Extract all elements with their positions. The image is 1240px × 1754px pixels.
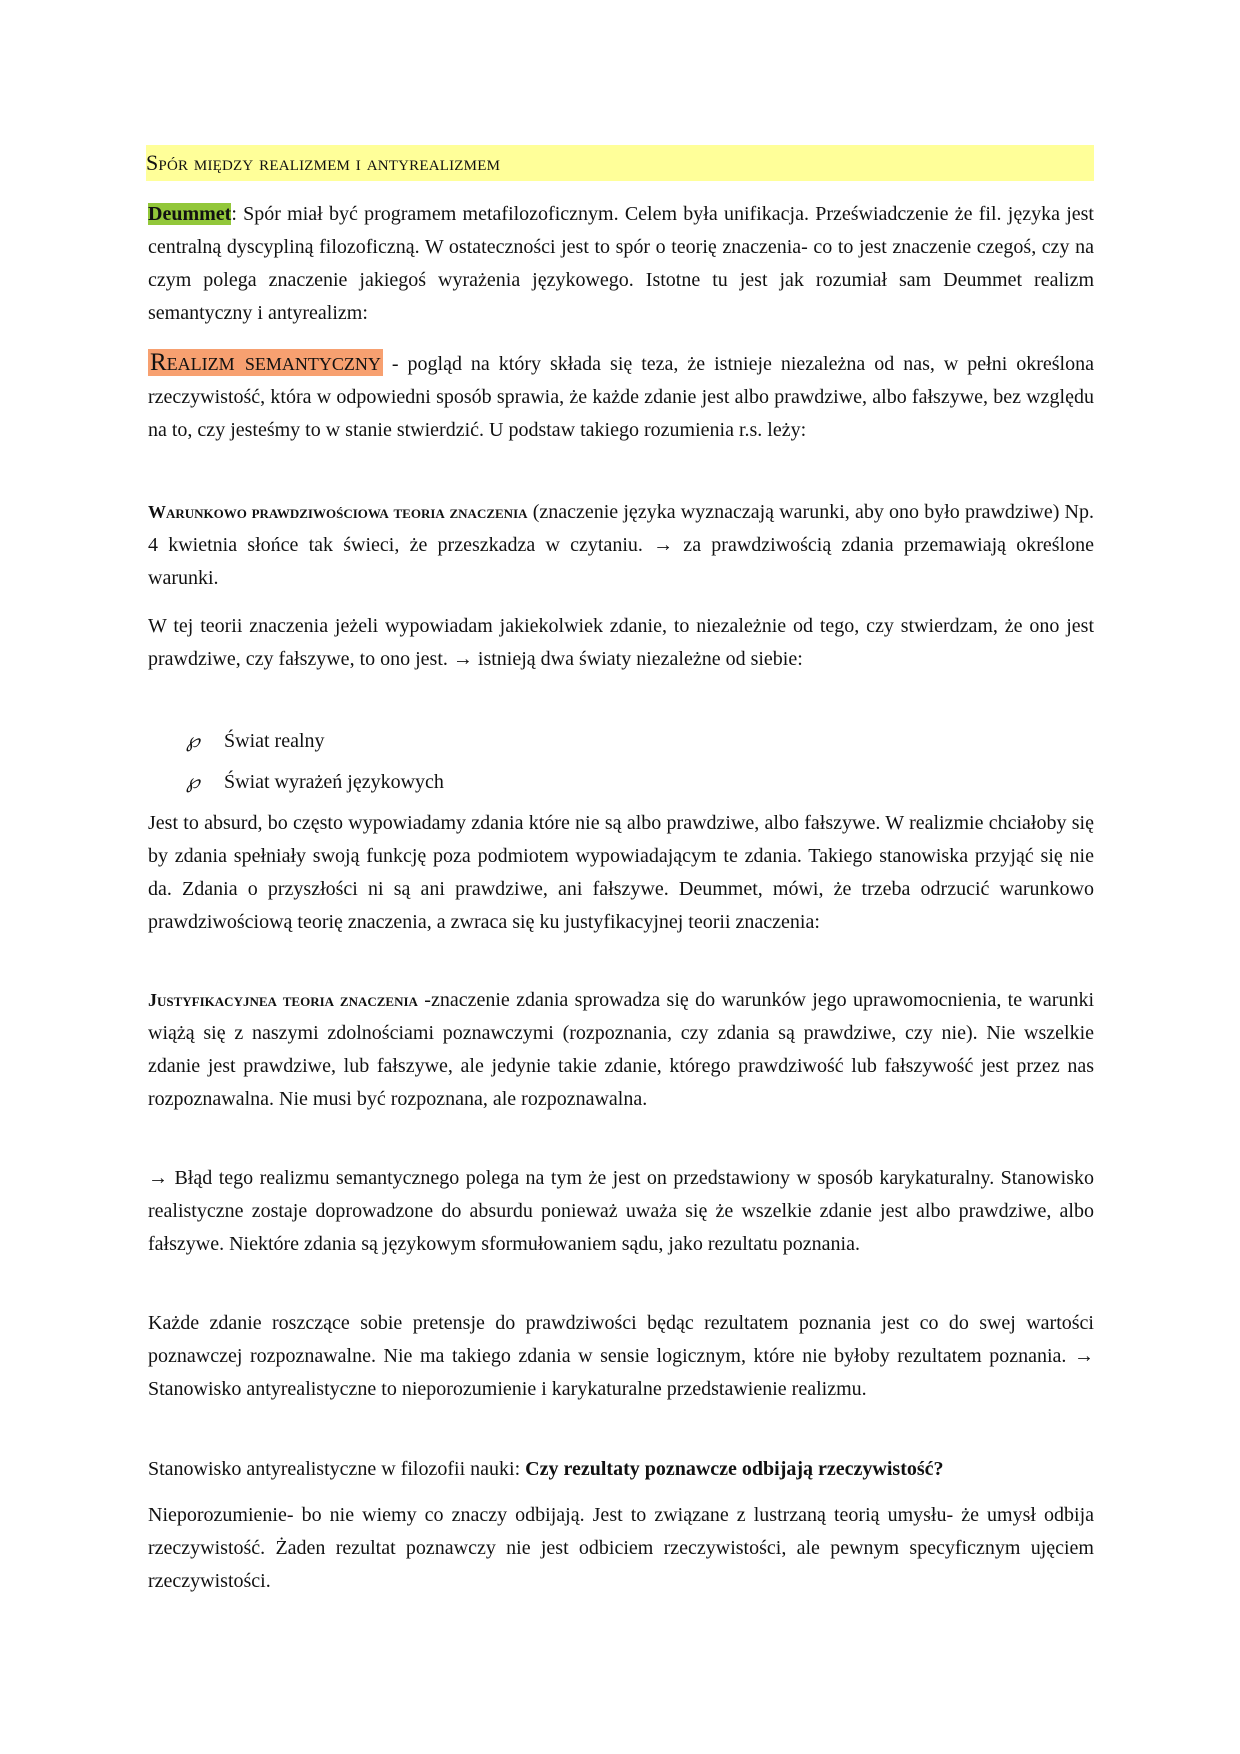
arrow-right-icon: → xyxy=(1074,1345,1094,1367)
paragraph-kazde-zdanie xyxy=(148,1307,1094,1406)
paragraph-text: za prawdziwością zdania przemawiają określone warunki. xyxy=(148,534,1094,589)
paragraph-justyfikacyjna xyxy=(148,984,1094,1116)
arrow-right-icon: → xyxy=(653,534,674,556)
paragraph-text: Błąd tego realizmu semantycznego polega na tym że jest on przedstawiony w sposób karykaturalny. Stanowisko realistyczne zostaje doprowadzone do absurdu ponieważ uważa się że wszelkie zdanie jest albo prawdziwe, albo fałszywe. Niektóre zdania są językowym sformułowaniem sądu, jako rezultatu poznania. xyxy=(148,1167,1094,1255)
bullet-icon: ℘ xyxy=(186,730,200,752)
paragraph-nieporozumienie: Nieporozumienie- bo nie wiemy co znaczy odbijają. Jest to związane z lustrzaną teorią umysłu- że umysł odbija rzeczywistość. Żaden rezultat poznawczy nie jest odbiciem rzeczywistości, ale pewnym specyficznym ujęciem rzeczywistości. xyxy=(148,1504,1094,1592)
term-warunkowo: Warunkowo prawdziwościowa teoria znaczenia xyxy=(148,502,528,522)
list-item xyxy=(186,766,444,799)
paragraph-text: -znaczenie zdania sprowadza się do warunków jego uprawomocnienia, te warunki wiążą się z naszymi zdolnościami poznawczymi (rozpoznania, czy zdania są prawdziwe, czy nie). Nie wszelkie zdanie jest prawdziwe, lub fałszywe, ale jedynie takie zdanie, którego prawdziwość lub fałszywość jest przez nas rozpoznawalna. Nie musi być rozpoznana, ale rozpoznawalna. xyxy=(148,989,1094,1110)
paragraph-w-tej-teorii xyxy=(148,610,1094,676)
term-justyfikacyjna: Justyfikacyjnea teoria znaczenia xyxy=(148,990,418,1010)
paragraph-text: : Spór miał być programem metafilozoficznym. Celem była unifikacja. Przeświadczenie że fil. języka jest centralną dyscypliną filozoficzną. W ostateczności jest to spór o teorię znaczenia- co to jest znaczenie czegoś, czy na czym polega znaczenie jakiegoś wyrażenia językowego. Istotne tu jest jak rozumiał sam Deummet realizm semantyczny i antyrealizm: xyxy=(148,203,1094,324)
paragraph-realizm-semantyczny xyxy=(148,346,1094,447)
paragraph-deummet xyxy=(148,198,1094,330)
list-item xyxy=(186,725,325,758)
document-heading: Spór między realizmem i antyrealizmem xyxy=(146,145,1094,181)
bullet-icon: ℘ xyxy=(186,771,200,793)
arrow-right-icon: → xyxy=(452,648,473,670)
list-item-text: Świat realny xyxy=(224,730,325,752)
paragraph-text: Stanowisko antyrealistyczne to nieporozumienie i karykaturalne przedstawienie realizmu. xyxy=(148,1378,867,1400)
paragraph-warunkowo xyxy=(148,496,1094,595)
paragraph-text: - pogląd na który składa się teza, że istnieje niezależna od nas, w pełni określona rzeczywistość, która w odpowiedni sposób sprawia, że każde zdanie jest albo prawdziwe, albo fałszywe, bez względu na to, czy jesteśmy to w stanie stwierdzić. U podstaw takiego rozumienia r.s. leży: xyxy=(148,353,1094,441)
paragraph-filozofia-nauki xyxy=(148,1453,1094,1486)
paragraph-text: Każde zdanie roszczące sobie pretensje do prawdziwości będąc rezultatem poznania jest co do swej wartości poznawczej rozpoznawalne. Nie ma takiego zdania w sensie logicznym, które nie byłoby rezultatem poznania. xyxy=(148,1312,1094,1367)
paragraph-blad xyxy=(148,1162,1094,1261)
paragraph-text: W tej teorii znaczenia jeżeli wypowiadam jakiekolwiek zdanie, to niezależnie od tego, czy stwierdzam, że ono jest prawdziwe, czy fałszywe, to ono jest. xyxy=(148,615,1094,670)
paragraph-text: (znaczenie języka wyznaczają warunki, aby ono było prawdziwe) Np. 4 kwietnia słońce tak świeci, że przeszkadza w czytaniu. xyxy=(148,501,1094,556)
arrow-right-icon: → xyxy=(148,1167,168,1189)
paragraph-text: istnieją dwa światy niezależne od siebie: xyxy=(472,648,803,670)
question-bold: Czy rezultaty poznawcze odbijają rzeczywistość? xyxy=(525,1458,944,1480)
list-item-text: Świat wyrażeń językowych xyxy=(224,771,444,793)
highlight-term-realizm: Realizm semantyczny xyxy=(150,349,381,376)
highlight-term-deummet: Deummet xyxy=(148,203,232,225)
paragraph-text: Stanowisko antyrealistyczne w filozofii nauki: xyxy=(148,1458,526,1480)
paragraph-absurd: Jest to absurd, bo często wypowiadamy zdania które nie są albo prawdziwe, albo fałszywe. W realizmie chciałoby się by zdania spełniały swoją funkcję poza podmiotem wypowiadającym te zdania. Takiego stanowiska przyjąć się nie da. Zdania o przyszłości ni są ani prawdziwe, ani fałszywe. Deummet, mówi, że trzeba odrzucić warunkowo prawdziwościową teorię znaczenia, a zwraca się ku justyfikacyjnej teorii znaczenia: xyxy=(148,812,1094,933)
